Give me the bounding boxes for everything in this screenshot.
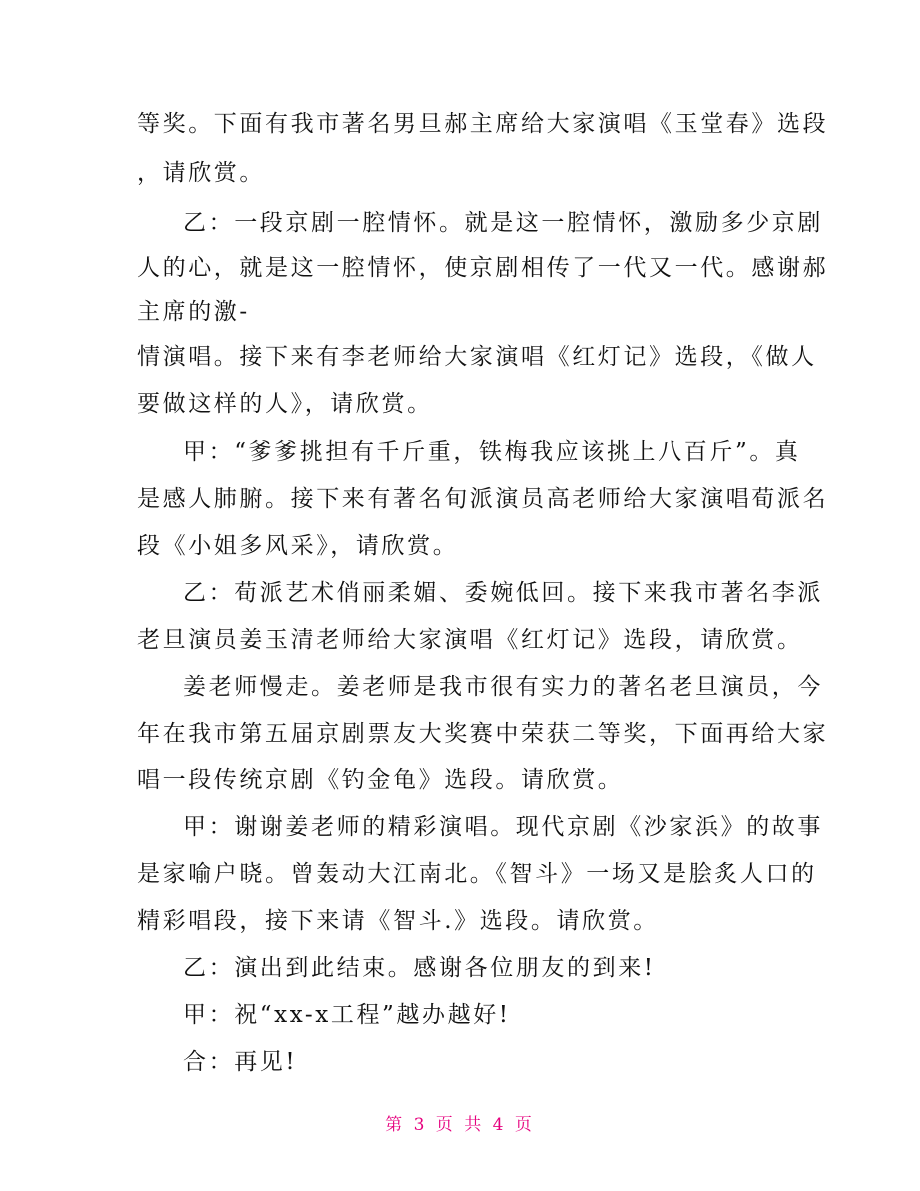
text-line: 要做这样的人》，请欣赏。	[137, 391, 433, 417]
paragraph-line: 乙：一段京剧一腔情怀。就是这一腔情怀，激励多少京剧	[183, 210, 823, 236]
text-line: 主席的激-	[137, 299, 250, 325]
text-line: 人的心，就是这一腔情怀，使京剧相传了一代又一代。感谢郝	[137, 255, 829, 281]
paragraph-line: 乙：演出到此结束。感谢各位朋友的到来!	[183, 955, 656, 981]
text-line: 等奖。下面有我市著名男旦郝主席给大家演唱《玉堂春》选段	[137, 111, 829, 137]
text-line: 老旦演员姜玉清老师给大家演唱《红灯记》选段，请欣赏。	[137, 627, 803, 653]
paragraph-line: 姜老师慢走。姜老师是我市很有实力的著名老旦演员，今	[183, 674, 823, 700]
text-line: 唱一段传统京剧《钓金龟》选段。请欣赏。	[137, 767, 624, 793]
paragraph-line: 甲：祝“xx-x工程”越办越好!	[183, 1002, 511, 1028]
text-line: 是家喻户晓。曾轰动大江南北。《智斗》一场又是脍炙人口的	[137, 861, 817, 887]
paragraph-line: 乙：荀派艺术俏丽柔媚、委婉低回。接下来我市著名李派	[183, 580, 823, 606]
text-line: 是感人肺腑。接下来有著名旬派演员高老师给大家演唱荀派名	[137, 486, 829, 512]
text-line: 精彩唱段，接下来请《智斗.》选段。请欣赏。	[137, 908, 659, 934]
text-line: 段《小姐多风采》，请欣赏。	[137, 533, 459, 559]
paragraph-line: 甲：谢谢姜老师的精彩演唱。现代京剧《沙家浜》的故事	[183, 814, 823, 840]
text-line: 情演唱。接下来有李老师给大家演唱《红灯记》选段，《做人	[137, 344, 817, 370]
page-number-footer: 第 3 页 共 4 页	[385, 1115, 535, 1135]
text-line: 年在我市第五届京剧票友大奖赛中荣获二等奖，下面再给大家	[137, 721, 829, 747]
text-line: ，请欣赏。	[137, 160, 265, 186]
paragraph-line: 合：再见!	[183, 1049, 298, 1075]
paragraph-line: 甲：“爹爹挑担有千斤重，铁梅我应该挑上八百斤”。真	[183, 439, 801, 465]
